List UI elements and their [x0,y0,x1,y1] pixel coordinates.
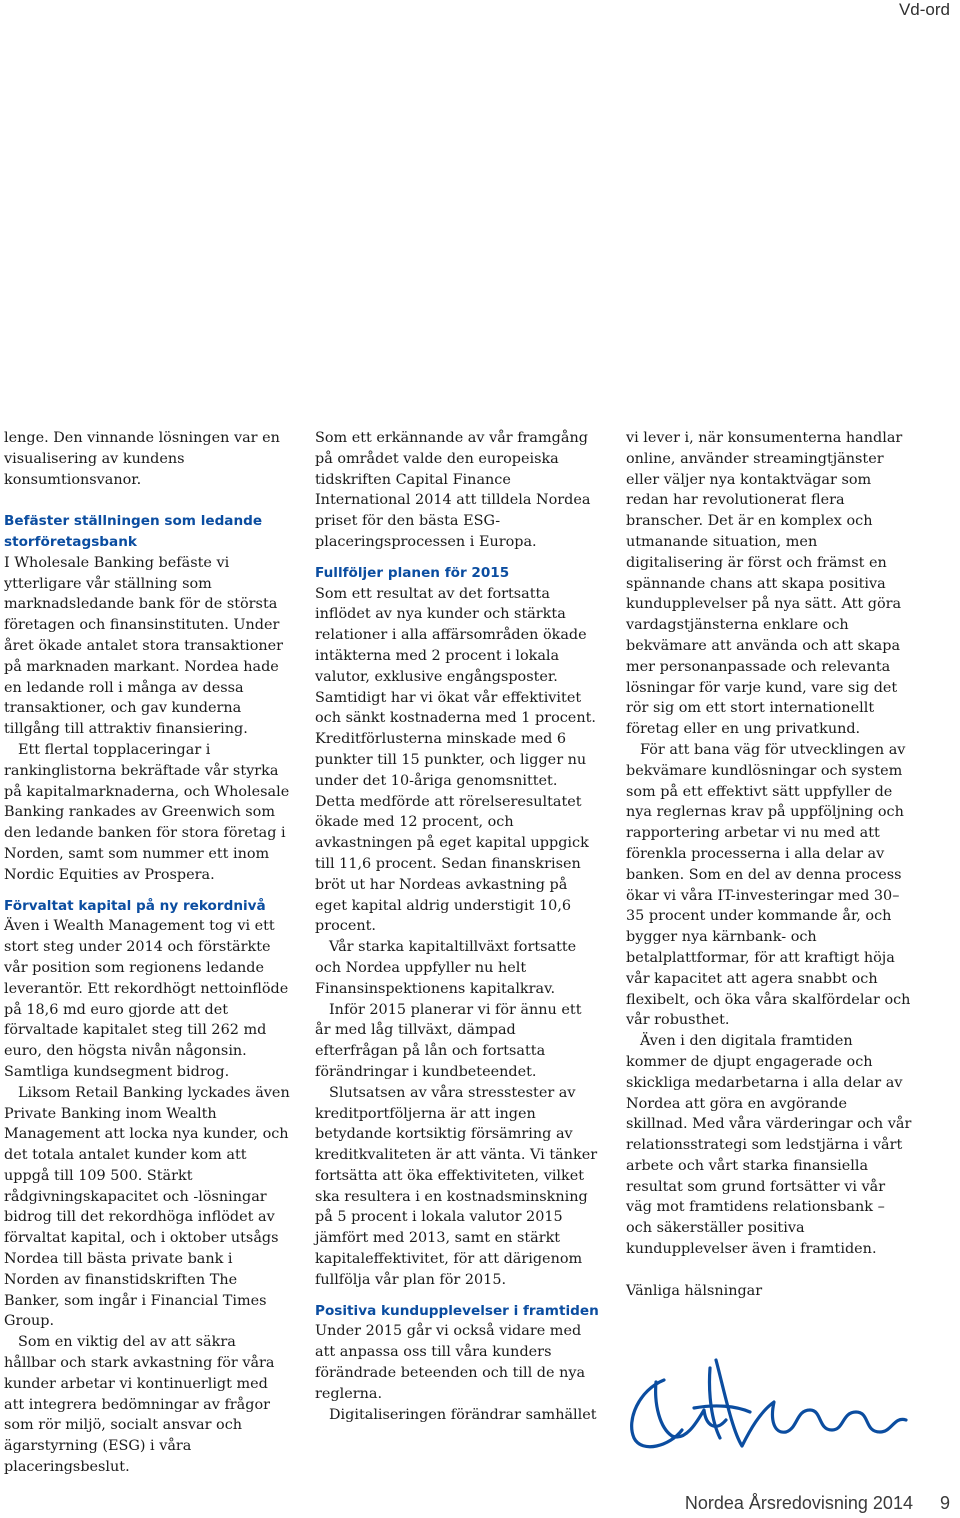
paragraph: Liksom Retail Banking lyckades även Private Banking inom Wealth Management att locka nya kunder, och det totala antalet kunder kom att uppgå till 109 500. Stärkt rådgivningskapacitet och -lösningar bidrog till det rekordhöga inflödet av förvaltat kapital, och i oktober utsågs Nordea till bästa private bank i Norden av finanstidskriften The Banker, som ingår i Financial Times Group. [4,1084,290,1330]
page-number: 9 [939,1493,950,1513]
subheading: Positiva kundupplevelser i framtiden [315,1302,599,1319]
section-label: Vd-ord [898,0,950,19]
paragraph: Även i Wealth Management tog vi ett stort steg under 2014 och förstärkte vår position som regionens ledande leverantör. Ett rekordhögt nettoinflöde på 18,6 md euro gjorde att det förvaltade kapitalet steg till 262 md euro, den högsta nivån någonsin. Samtliga kundsegment bidrog. [4,918,289,1080]
page-footer [685,1493,950,1514]
paragraph: Inför 2015 planerar vi för ännu ett år med låg tillväxt, dämpad efterfrågan på lån och fortsatta förändringar i kundbeteendet. [315,1001,582,1080]
paragraph: Digitaliseringen förändrar samhället [329,1406,597,1423]
handwritten-signature [624,1350,924,1460]
signature-stroke [716,1360,906,1446]
text-column-2 [315,428,601,1425]
paragraph: lenge. Den vinnande lösningen var en visualisering av kundens konsumtionsvanor. [4,430,280,488]
paragraph: Som ett erkännande av vår framgång på området valde den europeiska tidskriften Capital Finance International 2014 att tilldela Nordea priset för den bästa ESG-placeringsprocessen i Europa. [315,430,591,550]
paragraph: I Wholesale Banking befäste vi ytterligare vår ställning som marknadsledande bank för de största företagen och finansinstituten. Under året ökade antalet stora transaktioner på marknaden markant. Nordea hade en ledande roll i många av dessa transaktioner, och gav kunderna tillgång till attraktiv finansiering. [4,554,284,738]
paragraph: För att bana väg för utvecklingen av bekvämare kundlösningar och system som på ett effektivt sätt uppfyller de nya reglernas krav på uppföljning och rapportering arbetar vi nu med att förenkla processerna i alla delar av banken. Som en del av denna process ökar vi våra IT-investeringar med 30–35 procent under kommande år, och bygger nya kärnbank- och betalplattformar, för att kraftigt höja vår kapacitet att agera snabbt och flexibelt, och öka våra skalfördelar och vår robusthet. [626,741,911,1029]
subheading: Fullföljer planen för 2015 [315,564,510,581]
subheading: Förvaltat kapital på ny rekordnivå [4,897,266,914]
text-column-3 [626,428,912,1301]
paragraph: Som en viktig del av att säkra hållbar och stark avkastning för våra kunder arbetar vi kontinuerligt med att integrera bedömningar av frågor som rör miljö, socialt ansvar och ägarstyrning (ESG) i våra placeringsbeslut. [4,1334,275,1476]
paragraph: Slutsatsen av våra stresstester av kreditportföljerna är att ingen betydande kortsiktig försämring av kreditkvaliteten är att vänta. Vi tänker fortsätta att öka effektiviteten, vilket ska resultera i en kostnadsminskning på 5 procent i lokala valutor 2015 jämfört med 2013, samt en stärkt kapitaleffektivitet, för att därigenom fullfölja vår plan för 2015. [315,1084,598,1288]
paragraph: Som ett resultat av det fortsatta inflödet av nya kunder och stärkta relationer i alla affärsområden ökade intäkterna med 2 procent i lokala valutor, exklusive engångsposter. Samtidigt har vi ökat vår effektivitet och sänkt kostnaderna med 1 procent. Kreditförlusterna minskade med 6 punkter till 15 punkter, och ligger nu under det 10-åriga genomsnittet. Detta medförde att rörelseresultatet ökade med 12 procent, och avkastningen på eget kapital uppgick till 11,6 procent. Sedan finanskrisen bröt ut har Nordeas avkastning på eget kapital aldrig understigit 10,6 procent. [315,585,596,935]
subheading: Befäster ställningen som ledande storföretagsbank [4,513,263,550]
paragraph: Ett flertal topplaceringar i rankinglistorna bekräftade vår styrka på kapitalmarknaderna, och Wholesale Banking rankades av Greenwich som den ledande banken för stora företag i Norden, samt som nummer ett inom Nordic Equities av Prospera. [4,741,290,883]
paragraph: vi lever i, när konsumenterna handlar online, använder streamingtjänster eller väljer nya kontaktvägar som redan har revolutionerat flera branscher. Det är en komplex och utmanande situation, men digitalisering är först och främst en spännande chans att skapa positiva kundupplevelser på nya sätt. Att göra vardagstjänsterna enklare och bekvämare att använda och att skapa mer personanpassade och relevanta lösningar för varje kund, vare sig det rör sig om ett stort internationellt företag eller en ung privatkund. [626,430,903,738]
text-column-1 [4,428,290,1478]
paragraph: Även i den digitala framtiden kommer de djupt engagerade och skickliga medarbetarna i alla delar av Nordea att göra en avgörande skillnad. Med våra värderingar och vår relationsstrategi som ledstjärna i vårt arbete och vårt starka finansiella resultat som grund fortsätter vi vår väg mot framtidens relationsbank – och säkerställer positiva kundupplevelser även i framtiden. [626,1033,912,1258]
closing-greeting: Vänliga hälsningar [626,1282,763,1299]
publication-title: Nordea Årsredovisning 2014 [684,1493,913,1513]
paragraph: Under 2015 går vi också vidare med att anpassa oss till våra kunders förändrade beteenden och till de nya reglerna. [315,1323,586,1402]
paragraph: Vår starka kapitaltillväxt fortsatte och Nordea uppfyller nu helt Finansinspektionens kapitalkrav. [315,939,577,997]
